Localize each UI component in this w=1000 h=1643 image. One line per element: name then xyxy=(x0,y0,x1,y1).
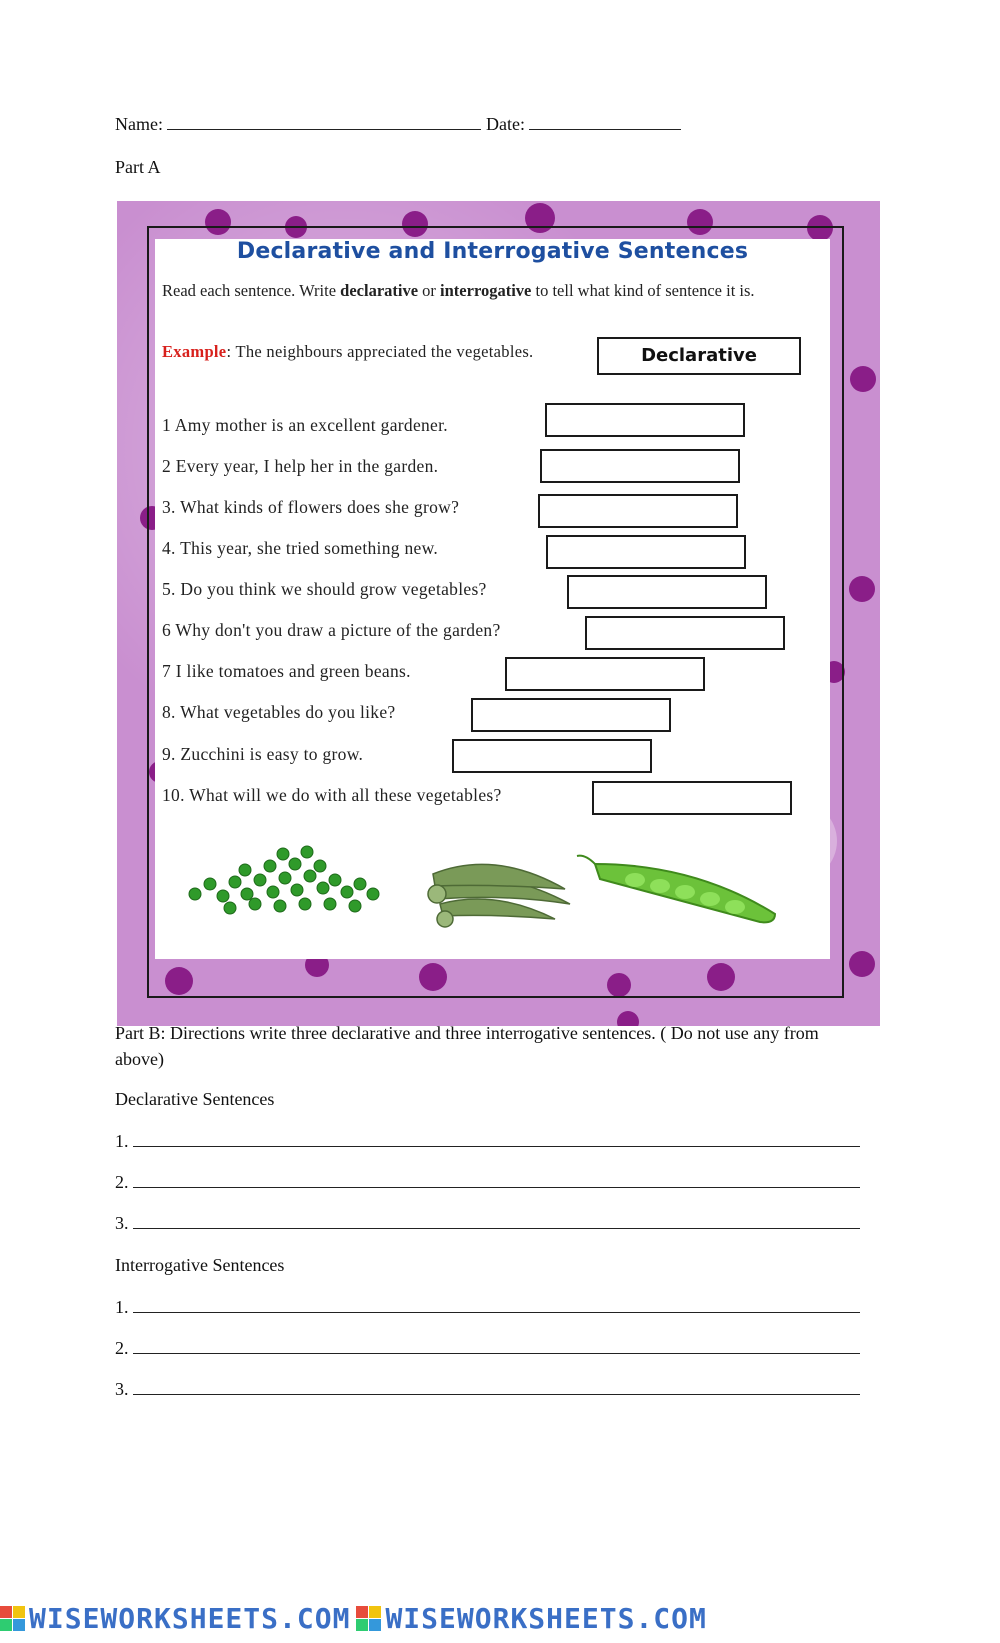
part-b-directions: Part B: Directions write three declarative and three interrogative sentences. ( Do not use any from above) xyxy=(115,1023,819,1069)
worksheet-title: Declarative and Interrogative Sentences xyxy=(236,239,749,264)
decor-dot xyxy=(849,951,875,977)
pea-pod-icon xyxy=(577,856,775,923)
date-field[interactable] xyxy=(529,113,681,130)
answer-box-4[interactable] xyxy=(546,535,746,569)
line-number: 3. xyxy=(115,1379,129,1399)
part-a-heading: Part A xyxy=(115,157,161,177)
answer-box-10[interactable] xyxy=(592,781,792,815)
example-sentence: : The neighbours appreciated the vegetables. xyxy=(226,342,534,361)
question-8: 8. What vegetables do you like? xyxy=(162,702,396,722)
answer-box-6[interactable] xyxy=(585,616,785,650)
line-number: 2. xyxy=(115,1172,129,1192)
declarative-line-2 xyxy=(115,1171,860,1193)
name-line xyxy=(115,113,681,135)
decor-dot xyxy=(849,576,875,602)
line-number: 3. xyxy=(115,1213,129,1233)
question-3: 3. What kinds of flowers does she grow? xyxy=(162,497,460,517)
answer-box-9[interactable] xyxy=(452,739,652,773)
line-number: 1. xyxy=(115,1131,129,1151)
brand-text: WISEWORKSHEETS.COM xyxy=(385,1601,707,1635)
decor-dot xyxy=(850,366,876,392)
interrogative-line-2 xyxy=(115,1337,860,1359)
name-label: Name: xyxy=(115,114,163,134)
line-number: 1. xyxy=(115,1297,129,1317)
brand-text: WISEWORKSHEETS.COM xyxy=(29,1601,351,1635)
declarative-answer-1[interactable] xyxy=(133,1130,860,1147)
line-number: 2. xyxy=(115,1338,129,1358)
interrogative-line-3 xyxy=(115,1378,860,1400)
question-4: 4. This year, she tried something new. xyxy=(162,538,439,558)
peas-pile-icon xyxy=(189,846,379,914)
declarative-line-1 xyxy=(115,1130,860,1152)
brand xyxy=(356,1602,706,1635)
vegetables-illustration xyxy=(175,844,815,954)
interrogative-answer-1[interactable] xyxy=(133,1296,860,1313)
instructions-part: Read each sentence. Write xyxy=(162,281,341,300)
example-answer-box: Declarative xyxy=(597,337,801,375)
interrogative-answer-3[interactable] xyxy=(133,1378,860,1395)
answer-box-5[interactable] xyxy=(567,575,767,609)
question-1: 1 Amy mother is an excellent gardener. xyxy=(162,415,448,435)
declarative-answer-3[interactable] xyxy=(133,1212,860,1229)
name-field[interactable] xyxy=(167,113,481,130)
interrogative-answer-2[interactable] xyxy=(133,1337,860,1354)
okra-icon xyxy=(428,864,570,927)
question-10: 10. What will we do with all these vegetables? xyxy=(162,785,502,805)
answer-box-7[interactable] xyxy=(505,657,705,691)
question-5: 5. Do you think we should grow vegetables? xyxy=(162,579,487,599)
interrogative-heading: Interrogative Sentences xyxy=(115,1255,285,1275)
worksheet-image xyxy=(117,201,880,1026)
example-label: Example xyxy=(162,342,227,361)
declarative-answer-2[interactable] xyxy=(133,1171,860,1188)
interrogative-line-1 xyxy=(115,1296,860,1318)
instructions-part: to tell what kind of sentence it is. xyxy=(531,281,755,300)
instructions-bold: declarative xyxy=(340,281,419,300)
wise-logo-icon xyxy=(0,1606,25,1631)
worksheet-instructions xyxy=(162,281,782,300)
question-7: 7 I like tomatoes and green beans. xyxy=(162,661,411,681)
footer-watermark xyxy=(0,1600,1000,1636)
date-label: Date: xyxy=(485,114,525,134)
answer-box-2[interactable] xyxy=(540,449,740,483)
declarative-line-3 xyxy=(115,1212,860,1234)
answer-box-3[interactable] xyxy=(538,494,738,528)
answer-box-8[interactable] xyxy=(471,698,671,732)
question-2: 2 Every year, I help her in the garden. xyxy=(162,456,439,476)
instructions-bold: interrogative xyxy=(440,281,532,300)
worksheet-card xyxy=(155,239,830,959)
wise-logo-icon xyxy=(356,1606,381,1631)
answer-box-1[interactable] xyxy=(545,403,745,437)
question-9: 9. Zucchini is easy to grow. xyxy=(162,744,364,764)
question-6: 6 Why don't you draw a picture of the garden? xyxy=(162,620,501,640)
declarative-heading: Declarative Sentences xyxy=(115,1089,275,1109)
example-row xyxy=(162,341,533,363)
instructions-part: or xyxy=(418,281,441,300)
brand xyxy=(0,1602,350,1635)
